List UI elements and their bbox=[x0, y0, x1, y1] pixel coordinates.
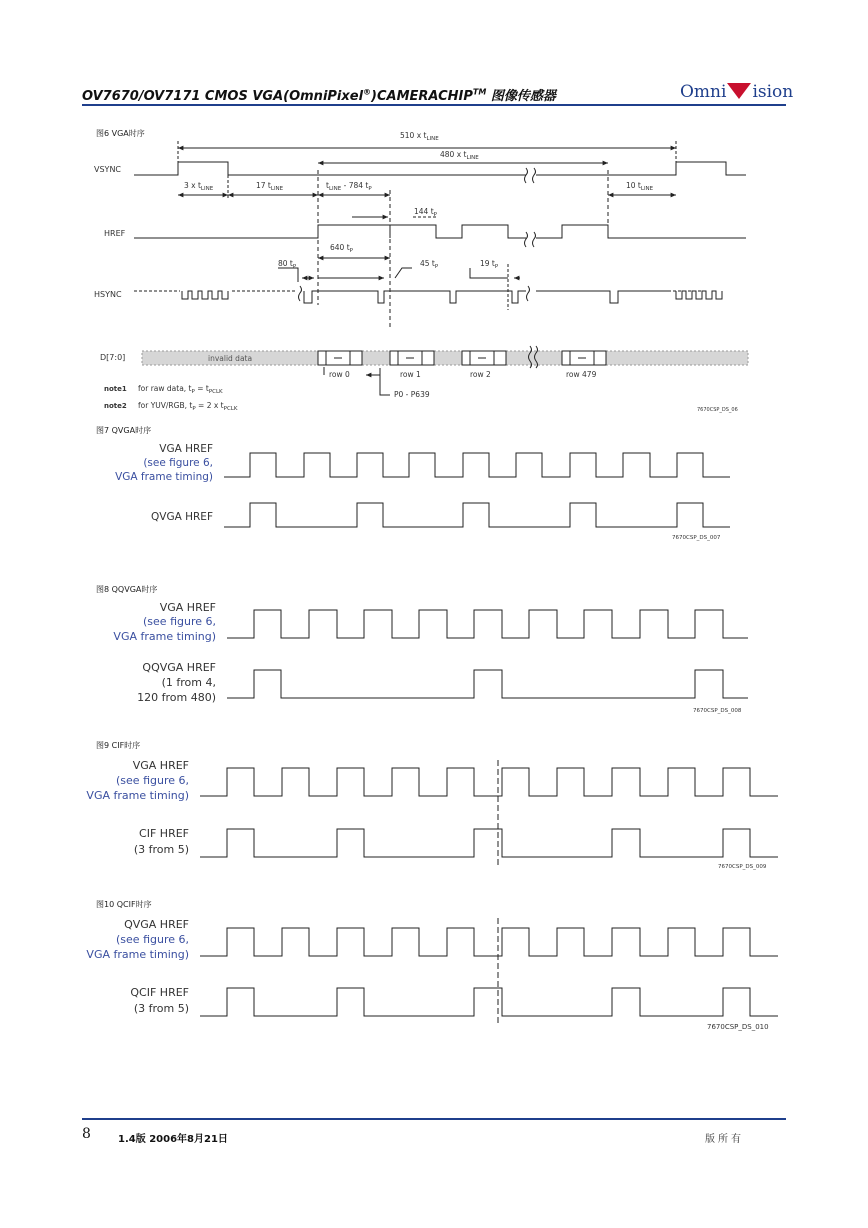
diagram-label: P0 - P639 bbox=[394, 390, 430, 399]
page-number: 8 bbox=[82, 1126, 91, 1142]
diagram-label: 7670CSP_DS_06 bbox=[697, 407, 738, 413]
diagram-label: note2 bbox=[104, 402, 127, 410]
hsync-label: HSYNC bbox=[94, 290, 122, 299]
href-waveform-a bbox=[134, 225, 390, 238]
diagram-label: VGA frame timing) bbox=[86, 789, 189, 802]
invalid-data-label: invalid data bbox=[208, 354, 253, 363]
omnivision-logo: Omni ision bbox=[680, 82, 794, 102]
diagram-label: QCIF HREF bbox=[130, 986, 189, 999]
hsync-waveform-right bbox=[536, 291, 668, 303]
diagram-label: 19 $t_P$ bbox=[480, 259, 499, 270]
diagram-label: 7670CSP_DS_007 bbox=[672, 535, 721, 541]
diagram-label: 7670CSP_DS_009 bbox=[718, 864, 767, 870]
diagram-label: $t_{LINE} - 784$ $t_P$ bbox=[326, 181, 372, 192]
diagram-label: (see figure 6, bbox=[143, 457, 213, 469]
diagram-label: for raw data, $t_P = t_{PCLK}$ bbox=[138, 384, 223, 395]
diagram-label: QVGA HREF bbox=[124, 918, 189, 931]
document-title: OV7670/OV7171 CMOS VGA(OmniPixel®)CAMERACHIP™ 图像传感器 bbox=[82, 87, 556, 104]
hsync-pulses-left bbox=[182, 291, 228, 299]
diagram-label: CIF HREF bbox=[139, 827, 189, 840]
cif-href-waveform bbox=[200, 829, 778, 857]
footer-rule bbox=[82, 1118, 786, 1120]
diagram-label: VGA frame timing) bbox=[115, 471, 213, 483]
diagram-label: 510 x $t_{LINE}$ bbox=[400, 131, 439, 142]
data-label: D[7:0] bbox=[100, 353, 126, 362]
copyright: 版所有 bbox=[705, 1134, 744, 1145]
diagram-label: 480 x $t_{LINE}$ bbox=[440, 150, 479, 161]
qcif-href-waveform bbox=[200, 988, 778, 1016]
vsync-label: VSYNC bbox=[94, 165, 122, 174]
diagram-label: (1 from 4, bbox=[161, 676, 216, 689]
diagram-stroke bbox=[395, 268, 412, 278]
href-waveform-b bbox=[390, 225, 526, 238]
diagram-label: 3 x $t_{LINE}$ bbox=[184, 181, 214, 192]
figure7-qvga-timing bbox=[224, 453, 730, 527]
break-mark-icon bbox=[525, 232, 536, 247]
diagram-label: VGA HREF bbox=[159, 443, 213, 455]
diagram-label: 640 $t_P$ bbox=[330, 243, 353, 254]
vsync-waveform-left bbox=[134, 162, 526, 175]
diagram-stroke bbox=[380, 368, 390, 395]
diagram-label: QVGA HREF bbox=[151, 511, 213, 523]
diagram-label: 7670CSP_DS_008 bbox=[693, 708, 742, 714]
href-waveform-c bbox=[536, 225, 746, 238]
diagram-label: VGA frame timing) bbox=[86, 948, 189, 961]
href-label: HREF bbox=[104, 229, 126, 238]
version-date: 1.4版 2006年8月21日 bbox=[118, 1134, 228, 1145]
figure9-caption: 图9 CIF时序 bbox=[96, 741, 141, 750]
diagram-label: row 479 bbox=[566, 370, 597, 379]
break-mark-icon bbox=[525, 168, 536, 183]
figure10-caption: 图10 QCIF时序 bbox=[96, 900, 152, 909]
figure6-caption: 图6 VGA时序 bbox=[96, 129, 145, 138]
qqvga-href-waveform bbox=[227, 670, 748, 698]
diagram-label: (see figure 6, bbox=[116, 774, 189, 787]
diagram-label: row 2 bbox=[470, 370, 491, 379]
diagram-label: (3 from 5) bbox=[133, 1002, 189, 1015]
diagram-label: note1 bbox=[104, 385, 127, 393]
qvga-href-waveform bbox=[224, 503, 730, 527]
vga-href-waveform bbox=[227, 610, 748, 638]
diagram-label: VGA frame timing) bbox=[113, 630, 216, 643]
figure8-qqvga-timing bbox=[227, 610, 748, 698]
diagram-label: 144 $t_P$ bbox=[414, 207, 437, 218]
qvga-href-waveform bbox=[200, 928, 778, 956]
vga-href-waveform bbox=[200, 768, 778, 796]
diagram-stroke bbox=[278, 268, 298, 282]
diagram-label: VGA HREF bbox=[132, 759, 189, 772]
vsync-waveform-right bbox=[536, 162, 746, 175]
diagram-label: (see figure 6, bbox=[143, 615, 216, 628]
diagram-label: for YUV/RGB, $t_P = 2$ x $t_{PCLK}$ bbox=[138, 401, 238, 412]
figure8-caption: 图8 QQVGA时序 bbox=[96, 585, 158, 594]
diagram-label: VGA HREF bbox=[159, 601, 216, 614]
diagram-label: (see figure 6, bbox=[116, 933, 189, 946]
hsync-waveform-mid bbox=[304, 291, 526, 303]
diagram-stroke bbox=[470, 268, 508, 278]
diagram-stroke bbox=[299, 286, 302, 301]
figure10-qcif-timing bbox=[200, 918, 778, 1026]
break-mark-icon bbox=[527, 286, 530, 301]
diagram-label: 17 $t_{LINE}$ bbox=[256, 181, 284, 192]
diagram-label: 120 from 480) bbox=[137, 691, 216, 704]
diagram-label: QQVGA HREF bbox=[142, 661, 216, 674]
diagram-label: row 1 bbox=[400, 370, 421, 379]
vga-href-waveform bbox=[224, 453, 730, 477]
diagram-label: 7670CSP_DS_010 bbox=[707, 1023, 769, 1031]
diagram-label: row 0 bbox=[329, 370, 350, 379]
diagram-label: (3 from 5) bbox=[133, 843, 189, 856]
hsync-pulses-right bbox=[676, 291, 722, 299]
figure7-caption: 图7 QVGA时序 bbox=[96, 426, 152, 435]
diagram-label: 10 $t_{LINE}$ bbox=[626, 181, 654, 192]
figure9-cif-timing bbox=[200, 760, 778, 865]
diagram-label: 80 $t_P$ bbox=[278, 259, 297, 270]
diagram-label: 45 $t_P$ bbox=[420, 259, 439, 270]
